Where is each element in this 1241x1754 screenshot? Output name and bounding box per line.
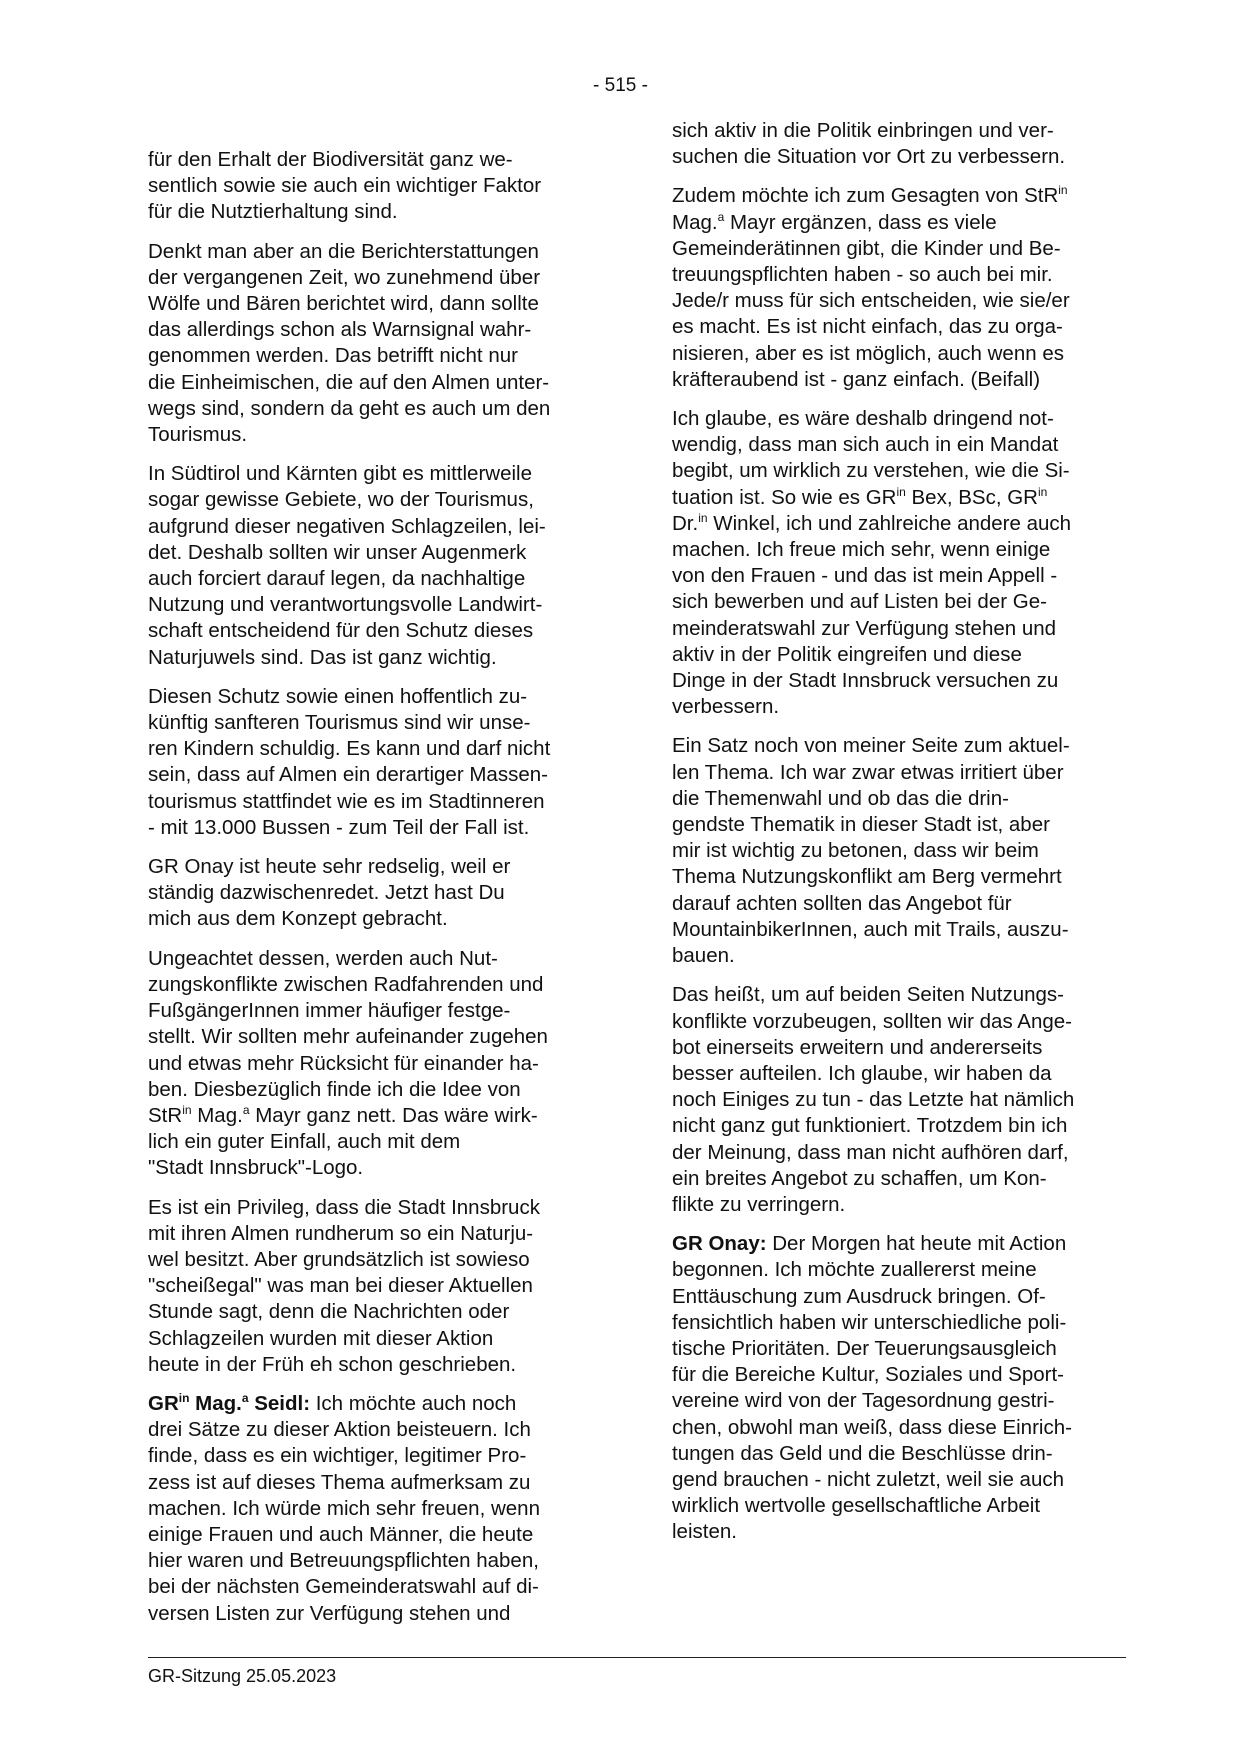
paragraph-protection: Diesen Schutz sowie einen hoffentlich zu- künftig sanfteren Tourismus sind wir unse- ren Kindern schuldig. Es kann und darf nicht sein, dass auf Almen ein derartiger Massen- tourismus stattfindet wie es im Stadtinneren - mit 13.000 Bussen - zum Teil der Fall ist. — [148, 684, 551, 839]
text-span: Mayr ganz nett. Das wäre wirk- lich ein guter Einfall, auch mit dem "Stadt Innsbruck"-Logo. — [148, 1103, 538, 1180]
paragraph-usage-conflicts — [148, 946, 608, 1182]
speaker-name — [148, 1392, 310, 1415]
superscript: in — [896, 484, 906, 499]
text-span: Zudem möchte ich zum Gesagten von StR — [672, 184, 1059, 208]
text-span: Ungeachtet dessen, werden auch Nut- zungskonflikte zwischen Radfahrenden und FußgängerInnen immer häufiger festge- stellt. Wir sollten mehr aufeinander zugehen und etwas mehr Rücksicht für einander ha- ben. Diesbezüglich finde ich die Idee von StR — [148, 946, 548, 1127]
paragraph-continuation: sich aktiv in die Politik einbringen und ver- suchen die Situation vor Ort zu verbessern. — [672, 119, 1066, 169]
text-span: GR — [148, 1391, 179, 1415]
superscript: in — [178, 1390, 190, 1405]
right-column — [672, 118, 1134, 1559]
paragraph-suedtirol: In Südtirol und Kärnten gibt es mittlerweile sogar gewisse Gebiete, wo der Tourismus, aufgrund dieser negativen Schlagzeilen, lei- det. Deshalb sollten wir unser Augenmerk auch forciert darauf legen, da nachhaltige Nutzung und verantwortungsvolle Landwirt- schaft entscheidend für den Schutz dieses Naturjuwels sind. Das ist ganz wichtig. — [148, 462, 546, 669]
paragraph-prevent-conflicts: Das heißt, um auf beiden Seiten Nutzungs- konflikte vorzubeugen, sollten wir das Ange- bot einerseits erweitern und andererseits besser aufteilen. Ich glaube, wir haben da noch Einiges zu tun - das Letzte hat nämlich nicht ganz gut funktioniert. Trotzdem bin ich der Meinung, dass man nicht aufhören darf, ein breites Angebot zu schaffen, um Kon- flikte zu verringern. — [672, 983, 1075, 1216]
paragraph-mandate — [672, 406, 1134, 720]
text-span: Ich glaube, es wäre deshalb dringend not- wendig, dass man sich auch in ein Mandat begibt, um wirklich zu verstehen, wie die Si- tuation ist. So wie es GR — [672, 407, 1070, 509]
superscript: a — [241, 1390, 249, 1405]
page-number: - 515 - — [593, 75, 648, 96]
text-span: Bex, BSc, GR — [905, 485, 1038, 509]
text-span: Mag. — [191, 1103, 243, 1127]
paragraph-onay — [672, 1231, 1134, 1545]
footer-session-date: GR-Sitzung 25.05.2023 — [148, 1666, 337, 1686]
paragraph-privilege: Es ist ein Privileg, dass die Stadt Innsbruck mit ihren Almen rundherum so ein Naturju- wel besitzt. Aber grundsätzlich ist sowieso "scheißegal" was man bei dieser Aktuellen Stunde sagt, denn die Nachrichten oder Schlagzeilen wurden mit dieser Aktion heute in der Früh eh schon geschrieben. — [148, 1195, 540, 1376]
text-span: Winkel, ich und zahlreiche andere auch machen. Ich freue mich sehr, wenn einige von den Frauen - und das ist mein Appell - sich bewerben und auf Listen bei der Ge- meinderatswahl zur Verfügung stehen und aktiv in der Politik eingreifen und diese Dinge in der Stadt Innsbruck versuchen zu verbessern. — [672, 511, 1072, 719]
paragraph-onay-remark: GR Onay ist heute sehr redselig, weil er ständig dazwischenredet. Jetzt hast Du mich aus dem Konzept gebracht. — [148, 855, 511, 931]
text-span: Mayr ergänzen, dass es viele Gemeinderätinnen gibt, die Kinder und Be- treuungspflichten haben - so auch bei mir. Jede/r muss für sich entscheiden, wie sie/er es macht. Es ist nicht einfach, das zu orga- nisieren, aber es ist möglich, auch wenn es kräfteraubend ist - ganz einfach. (Beifall) — [672, 210, 1070, 391]
paragraph-seidl — [148, 1391, 608, 1627]
speech-text: Ich möchte auch noch drei Sätze zu dieser Aktion beisteuern. Ich finde, dass es ein wichtiger, legitimer Pro- zess ist auf dieses Thema aufmerksam zu machen. Ich würde mich sehr freuen, wenn einige Frauen und auch Männer, die heute hier waren und Betreuungspflichten haben, bei der nächsten Gemeinderatswahl auf di- versen Listen zur Verfügung stehen und — [148, 1391, 540, 1625]
paragraph-mayr-addition — [672, 183, 1134, 393]
speaker-name: GR Onay: — [672, 1232, 767, 1256]
paragraph-biodiversity: für den Erhalt der Biodiversität ganz we- sentlich sowie sie auch ein wichtiger Faktor für die Nutztierhaltung sind. — [148, 148, 542, 224]
superscript: in — [698, 510, 708, 525]
superscript: a — [717, 209, 725, 224]
superscript: in — [1037, 484, 1048, 499]
superscript: in — [182, 1102, 192, 1117]
paragraph-current-topic: Ein Satz noch von meiner Seite zum aktuel- len Thema. Ich war zwar etwas irritiert über die Themenwahl und ob das die drin- gendste Thematik in dieser Stadt ist, aber mir ist wichtig zu betonen, dass wir beim Thema Nutzungskonflikt am Berg vermehrt darauf achten sollten das Angebot für MountainbikerInnen, auch mit Trails, auszu- bauen. — [672, 734, 1070, 968]
text-span: Seidl: — [248, 1391, 311, 1415]
speech-text: Der Morgen hat heute mit Action begonnen. Ich möchte zuallererst meine Enttäuschung zum Ausdruck bringen. Of- fensichtlich haben wir unterschiedliche poli- tische Prioritäten. Der Teuerungsausgleich für die Bereiche Kultur, Soziales und Sport- vereine wird von der Tagesordnung gestri- chen, obwohl man weiß, dass diese Einrich- tungen das Geld und die Beschlüsse drin- gend brauchen - nicht zuletzt, weil sie auch wirklich wertvolle gesellschaftliche Arbeit leisten. — [672, 1232, 1072, 1544]
text-span: Dr. — [672, 511, 699, 535]
superscript: in — [1058, 183, 1068, 198]
text-span: Mag. — [189, 1391, 242, 1415]
superscript: a — [242, 1102, 250, 1117]
footer-divider — [148, 1657, 1126, 1658]
text-span: Mag. — [672, 210, 718, 234]
left-column — [148, 147, 608, 1640]
paragraph-reporting: Denkt man aber an die Berichterstattungen der vergangenen Zeit, wo zunehmend über Wölfe und Bären berichtet wird, dann sollte das allerdings schon als Warnsignal wahr- genommen werden. Das betrifft nicht nur die Einheimischen, die auf den Almen unter- wegs sind, sondern da geht es auch um den Tourismus. — [148, 239, 551, 447]
